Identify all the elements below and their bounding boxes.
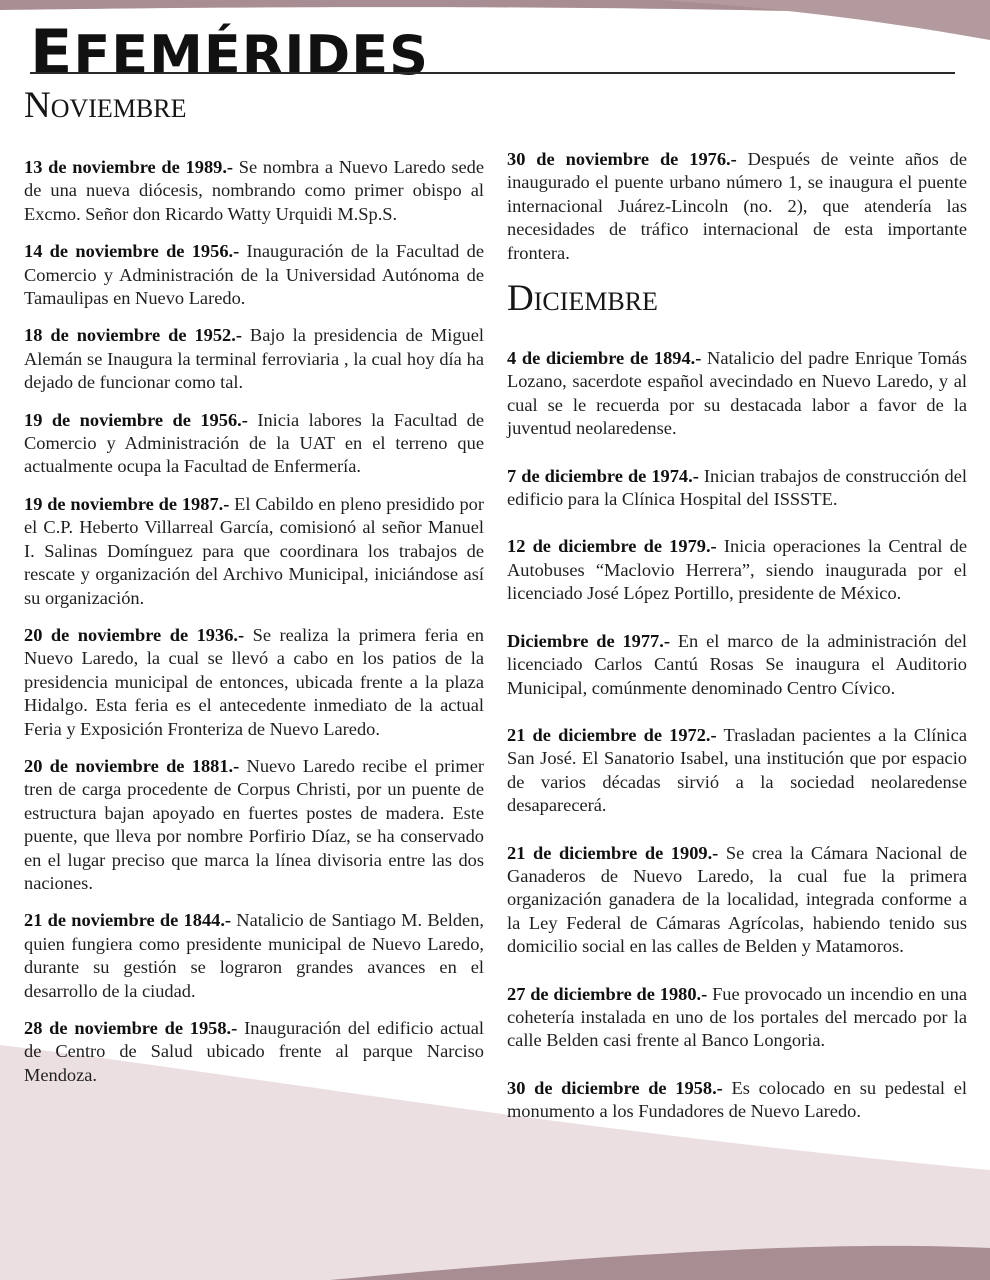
- ephemeris-entry: [507, 724, 967, 818]
- entry-text: Trasladan pacientes a la Clínica San José. El Sanatorio Isabel, una institución que por espacio de varios décadas sirvió a la sociedad neolaredense desaparecerá.: [507, 724, 967, 816]
- entry-date: 13 de noviembre de 1989.-: [24, 157, 234, 177]
- ephemeris-entry: [507, 1077, 967, 1124]
- entry-date: 7 de diciembre de 1974.-: [507, 465, 699, 486]
- ephemeris-entry: [24, 755, 484, 895]
- entry-date: 28 de noviembre de 1958.-: [24, 1018, 238, 1038]
- ephemeris-entry: [24, 1017, 484, 1087]
- entry-date: 27 de diciembre de 1980.-: [507, 983, 708, 1004]
- entry-text: Natalicio del padre Enrique Tomás Lozano, sacerdote español avecindado en Nuevo Laredo, y al cual se le recuerda por su destacada labor a favor de la juventud neolaredense.: [507, 348, 967, 439]
- ephemeris-entry: [507, 148, 967, 265]
- ephemeris-entry: [507, 347, 967, 441]
- ephemeris-entry: [24, 324, 484, 394]
- ephemeris-entry: [507, 842, 967, 959]
- entry-text: Inicia operaciones la Central de Autobuses “Maclovio Herrera”, siendo inaugurada por el licenciado José López Portillo, presidente de México.: [507, 536, 967, 604]
- entry-date: 30 de noviembre de 1976.-: [507, 149, 737, 169]
- ephemeris-entry: [24, 240, 484, 310]
- entry-date: Diciembre de 1977.-: [507, 630, 670, 651]
- entry-date: 20 de noviembre de 1881.-: [24, 755, 240, 776]
- ephemeris-entry: [507, 630, 967, 700]
- entry-date: 21 de noviembre de 1844.-: [24, 910, 232, 931]
- right-column: [507, 148, 967, 1148]
- left-column: [24, 86, 484, 1101]
- entry-text: Natalicio de Santiago M. Belden, quien fungiera como presidente municipal de Nuevo Laredo, durante su gestión se lograron grandes avances en el desarrollo de la ciudad.: [24, 910, 485, 1001]
- entry-date: 21 de diciembre de 1909.-: [507, 842, 719, 863]
- entry-text: El Cabildo en pleno presidido por el C.P. Heberto Villarreal García, comisionó al señor Manuel I. Salinas Domínguez para que coordinara los trabajos de rescate y organización del Archivo Municipal, iniciándose así su organización.: [24, 493, 484, 608]
- title-rule: [30, 72, 955, 74]
- entry-date: 14 de noviembre de 1956.-: [24, 241, 240, 262]
- entry-text: Después de veinte años de inaugurado el puente urbano número 1, se inaugura el puente internacional Juárez-Lincoln (no. 2), que atendería las necesidades de tráfico internacional de esta importante frontera.: [507, 149, 967, 263]
- entry-date: 19 de noviembre de 1956.-: [24, 409, 248, 430]
- entry-text: Se nombra a Nuevo Laredo sede de una nueva diócesis, nombrando como primer obispo al Excmo. Señor don Ricardo Watty Urquidi M.Sp.S.: [24, 157, 484, 224]
- entry-date: 4 de diciembre de 1894.-: [507, 348, 702, 369]
- entry-text: Fue provocado un incendio en una cohetería instalada en uno de los portales del mercado por la calle Belden casi frente al Banco Longoria.: [507, 983, 967, 1051]
- entry-text: Inauguración de la Facultad de Comercio y Administración de la Universidad Autónoma de Tamaulipas en Nuevo Laredo.: [24, 241, 484, 309]
- entry-date: 20 de noviembre de 1936.-: [24, 624, 245, 645]
- entry-text: Bajo la presidencia de Miguel Alemán se Inaugura la terminal ferroviaria , la cual hoy día ha dejado de funcionar como tal.: [24, 325, 485, 393]
- ephemeris-entry: [24, 409, 484, 479]
- entry-date: 30 de diciembre de 1958.-: [507, 1077, 723, 1098]
- entry-date: 21 de diciembre de 1972.-: [507, 724, 717, 745]
- entry-text: Inicia labores la Facultad de Comercio y Administración de la UAT en el terreno que actualmente ocupa la Facultad de Enfermería.: [24, 409, 484, 477]
- ephemeris-entry: [24, 156, 484, 226]
- entry-text: Inauguración del edificio actual de Centro de Salud ubicado frente al parque Narciso Mendoza.: [24, 1018, 485, 1085]
- entry-date: 18 de noviembre de 1952.-: [24, 325, 242, 346]
- ephemeris-entry: [24, 909, 484, 1003]
- title-initial: E: [30, 16, 74, 89]
- entry-text: En el marco de la administración del licenciado Carlos Cantú Rosas Se inaugura el Auditorio Municipal, comúnmente denominado Centro Cívico.: [507, 630, 967, 698]
- entry-text: Se crea la Cámara Nacional de Ganaderos de Nuevo Laredo, la cual fue la primera organización ganadera de la localidad, integrada conforme a la Ley Federal de Cámaras Agrícolas, habiendo tenido sus domicilio social en las calles de Belden y Matamoros.: [507, 842, 967, 957]
- page-title: [30, 16, 430, 89]
- title-rest: FEMÉRIDES: [73, 24, 430, 87]
- ephemeris-entry: [24, 624, 484, 741]
- ephemeris-entry: [24, 493, 484, 610]
- ephemeris-entry: [507, 535, 967, 605]
- month-heading-november: Noviembre: [24, 85, 187, 126]
- entry-text: Nuevo Laredo recibe el primer tren de carga procedente de Corpus Christi, por un puente de estructura bajan apoyado en fuertes postes de madera. Este puente, que lleva por nombre Porfirio Díaz, se ha conservado en el lugar preciso que marca la línea divisoria entre las dos naciones.: [24, 755, 484, 893]
- entry-text: Inician trabajos de construcción del edificio para la Clínica Hospital del ISSSTE.: [507, 465, 967, 510]
- entry-date: 12 de diciembre de 1979.-: [507, 536, 717, 557]
- month-heading-december: Diciembre: [507, 278, 658, 320]
- entry-date: 19 de noviembre de 1987.-: [24, 493, 230, 514]
- ephemeris-entry: [507, 465, 967, 512]
- entry-text: Se realiza la primera feria en Nuevo Laredo, la cual se llevó a cabo en los patios de la presidencia municipal de entonces, ubicada frente a la plaza Hidalgo. Esta feria es el antecedente inmediato de la actual Feria y Exposición Fronteriza de Nuevo Laredo.: [24, 624, 484, 739]
- ephemeris-entry: [507, 983, 967, 1053]
- entry-text: Es colocado en su pedestal el monumento a los Fundadores de Nuevo Laredo.: [507, 1077, 967, 1122]
